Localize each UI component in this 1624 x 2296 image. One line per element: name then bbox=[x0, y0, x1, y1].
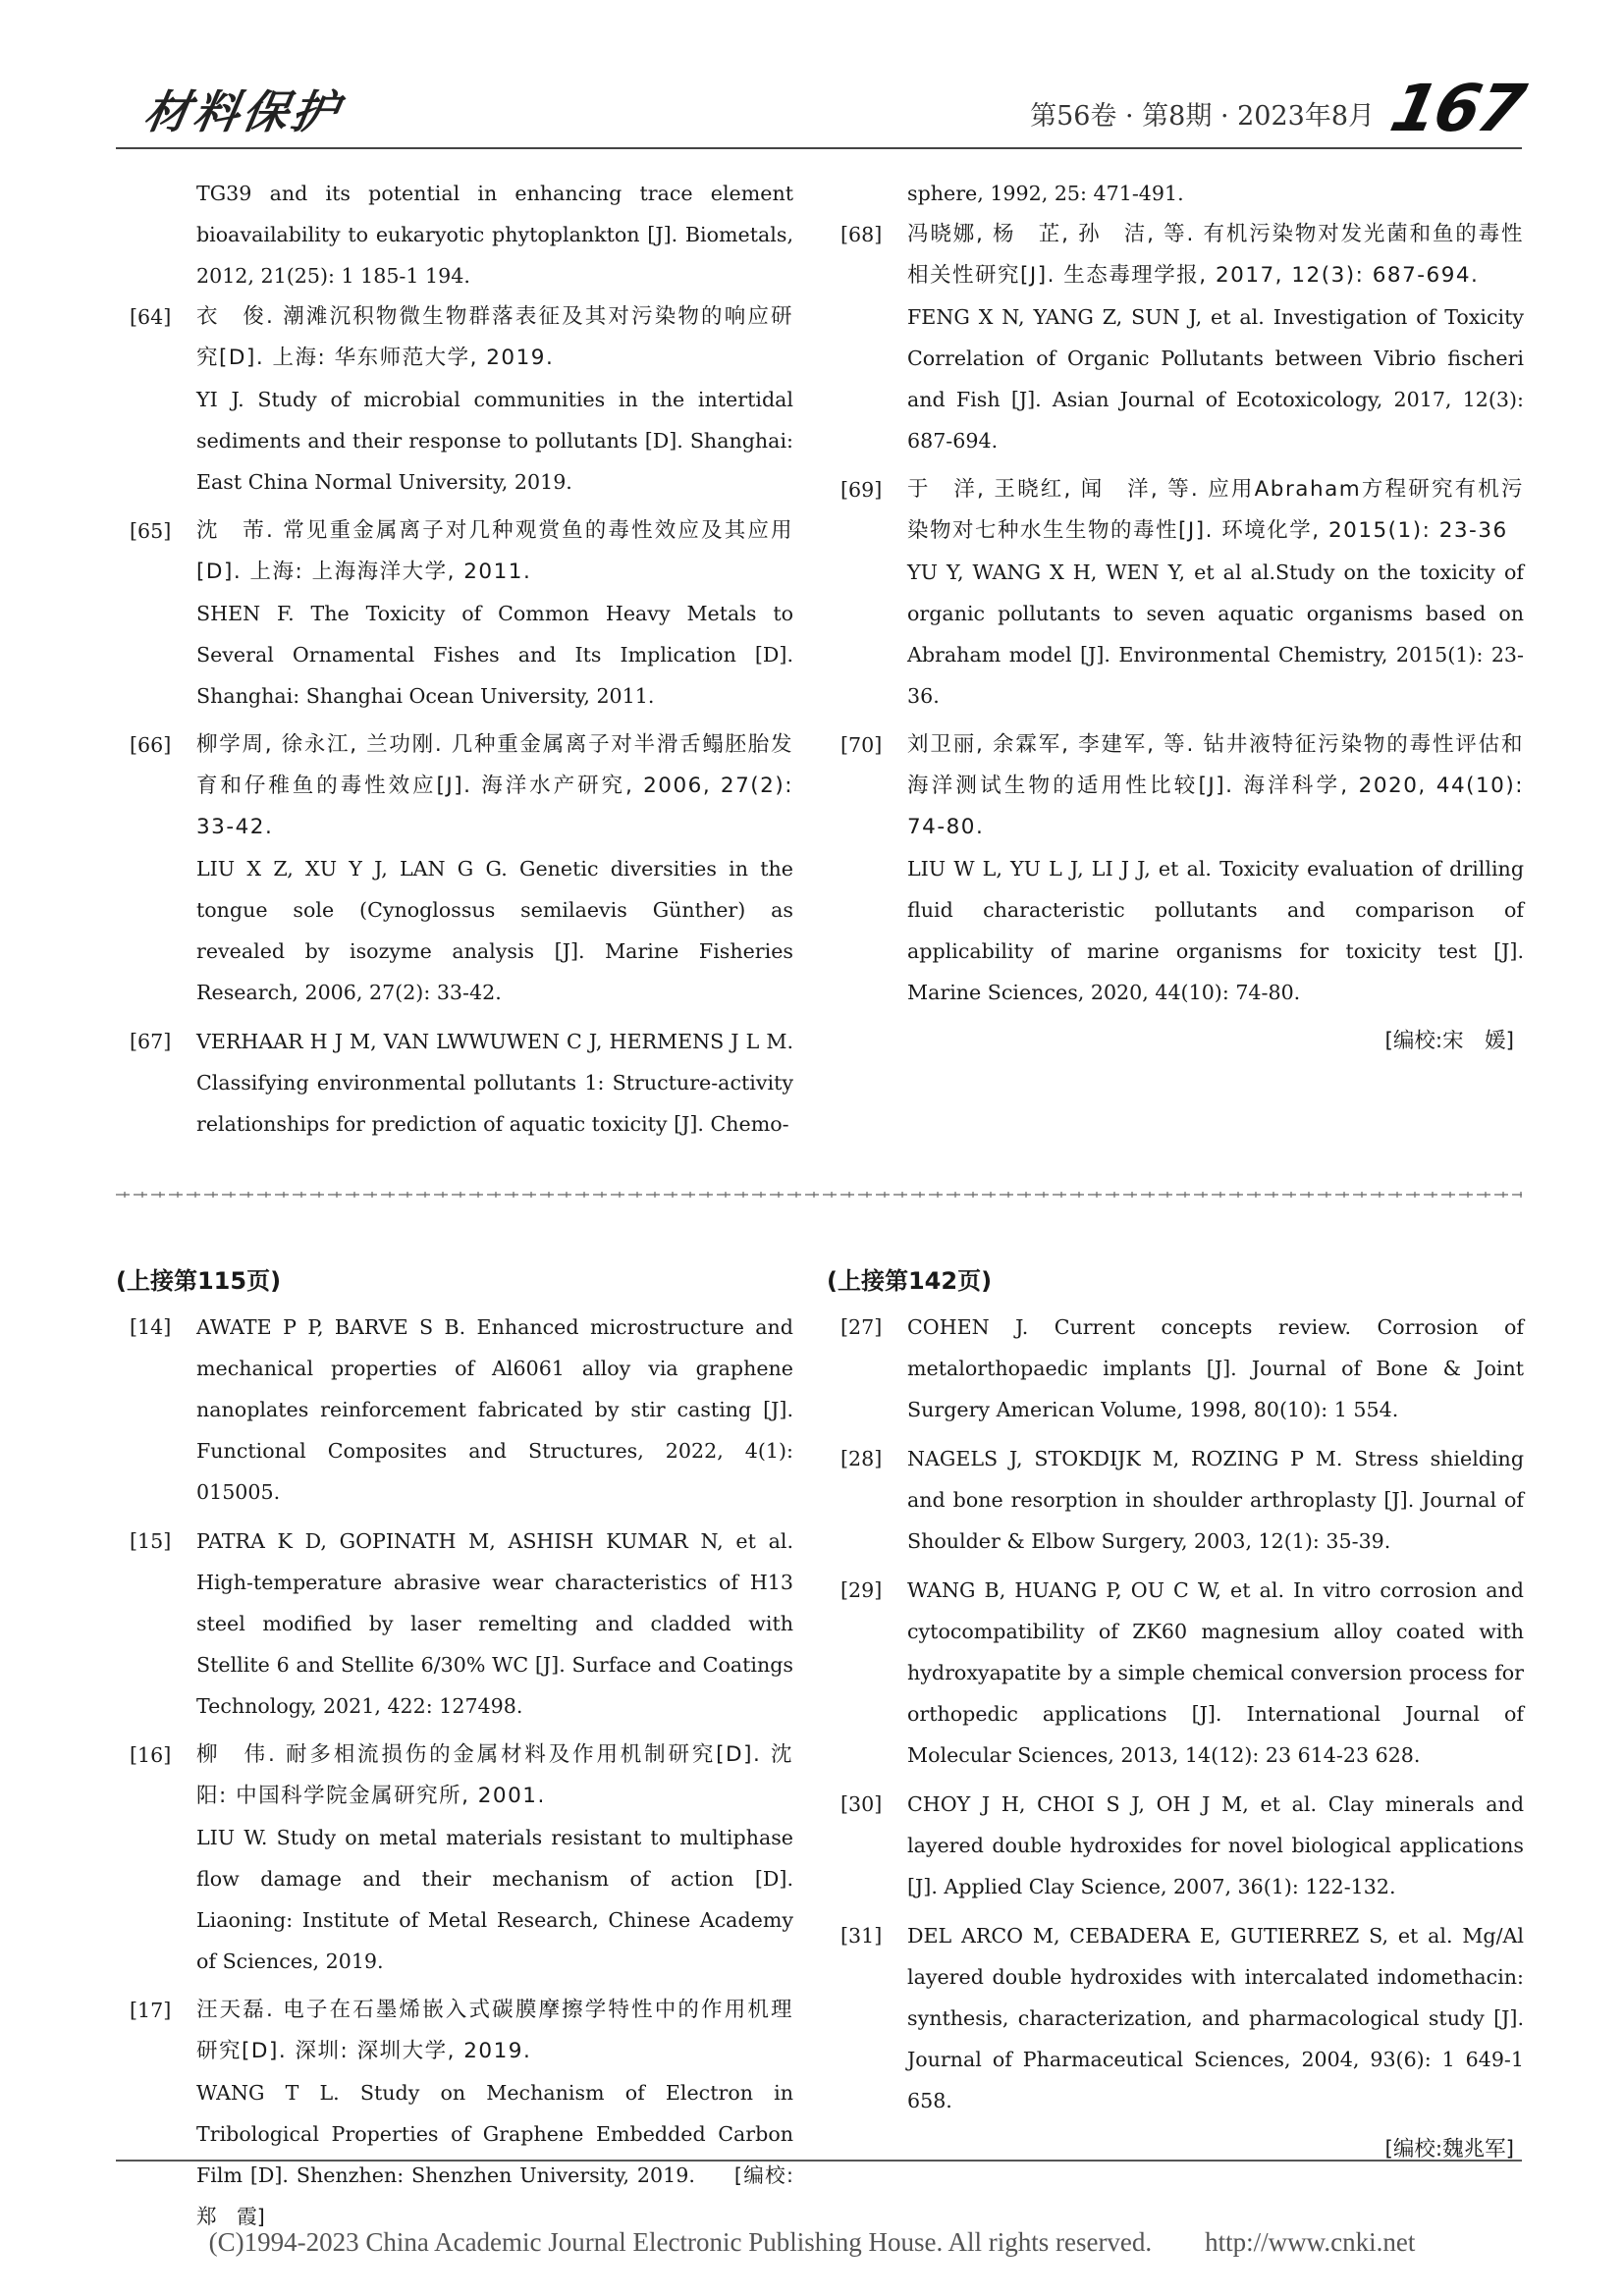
reference-en: LIU W. Study on metal materials resistant to multiphase flow damage and their mechanism of action [D]. Liaoning: Institute of Metal Research, Chinese Academy of Sciences, 2019. bbox=[196, 1826, 793, 1973]
reference-en: YU Y, WANG X H, WEN Y, et al al.Study on the toxicity of organic pollutants to seven aquatic organisms based on Abraham model [J]. Environmental Chemistry, 2015(1): 23-36. bbox=[907, 561, 1524, 708]
reference-cn: 柳学周, 徐永江, 兰功刚. 几种重金属离子对半滑舌鳎胚胎发育和仔稚鱼的毒性效应[J]. 海洋水产研究, 2006, 27(2): 33-42. bbox=[196, 732, 793, 839]
reference-en: COHEN J. Current concepts review. Corrosion of metalorthopaedic implants [J]. Journal of Bone & Joint Surgery American Volume, 1998, 80(10): 1 554. bbox=[907, 1315, 1524, 1421]
reference-item bbox=[116, 1021, 793, 1145]
reference-en: CHOY J H, CHOI S J, OH J M, et al. Clay minerals and layered double hydroxides for novel biological applications [J]. Applied Clay Science, 2007, 36(1): 122-132. bbox=[907, 1792, 1524, 1898]
reference-number: [17] bbox=[130, 1999, 172, 2022]
reference-item bbox=[116, 1307, 793, 1513]
reference-cn: 衣 俊. 潮滩沉积物微生物群落表征及其对污染物的响应研究[D]. 上海: 华东师范大学, 2019. bbox=[196, 304, 793, 370]
reference-en: DEL ARCO M, CEBADERA E, GUTIERREZ S, et al. Mg/Al layered double hydroxides with intercalated indomethacin: synthesis, characterization, and pharmacological study [J]. Journal of Pharmaceutical Sciences, 2004, 93(6): 1 649-1 658. bbox=[907, 1924, 1524, 2112]
reference-number: [15] bbox=[130, 1529, 172, 1553]
section-divider bbox=[116, 1191, 1522, 1199]
issue-info: 第56卷 · 第8期 · 2023年8月 bbox=[1030, 101, 1375, 132]
reference-en: NAGELS J, STOKDIJK M, ROZING P M. Stress shielding and bone resorption in shoulder arthroplasty [J]. Journal of Shoulder & Elbow Surgery, 2003, 12(1): 35-39. bbox=[907, 1447, 1524, 1553]
reference-item bbox=[116, 510, 793, 717]
reference-number: [30] bbox=[840, 1792, 883, 1816]
reference-item bbox=[827, 1438, 1524, 1562]
reference-item bbox=[827, 469, 1524, 717]
top-right-column bbox=[827, 173, 1524, 1062]
footer-rule bbox=[116, 2160, 1522, 2162]
reference-en: LIU W L, YU L J, LI J J, et al. Toxicity evaluation of drilling fluid characteristic pollutants and comparison of applicability of marine organisms for toxicity test [J]. Marine Sciences, 2020, 44(10): 74-80. bbox=[907, 857, 1524, 1004]
journal-logo: 材料保护 bbox=[139, 85, 347, 138]
continued-from-header: (上接第142页) bbox=[827, 1267, 993, 1295]
reference-number: [28] bbox=[840, 1447, 883, 1470]
reference-number: [14] bbox=[130, 1315, 172, 1339]
reference-number: [69] bbox=[840, 478, 883, 502]
reference-number: [67] bbox=[130, 1030, 172, 1053]
reference-en: YI J. Study of microbial communities in the intertidal sediments and their response to pollutants [D]. Shanghai: East China Normal University, 2019. bbox=[196, 388, 793, 494]
reference-en: AWATE P P, BARVE S B. Enhanced microstructure and mechanical properties of Al6061 alloy via graphene nanoplates reinforcement fabricated by stir casting [J]. Functional Composites and Structures, 2022, 4(1): 015005. bbox=[196, 1315, 793, 1504]
reference-number: [70] bbox=[840, 733, 883, 757]
bottom-right-column bbox=[827, 1259, 1524, 2170]
editor-credit: [编校:宋 媛] bbox=[1384, 1029, 1514, 1053]
reference-cn: 沈 芾. 常见重金属离子对几种观赏鱼的毒性效应及其应用[D]. 上海: 上海海洋大学, 2011. bbox=[196, 518, 793, 584]
page-number: 167 bbox=[1384, 71, 1531, 146]
reference-number: [29] bbox=[840, 1578, 883, 1602]
reference-item bbox=[116, 724, 793, 1013]
reference-number: [68] bbox=[840, 223, 883, 246]
reference-item bbox=[827, 214, 1524, 461]
reference-en: PATRA K D, GOPINATH M, ASHISH KUMAR N, et al. High-temperature abrasive wear characteristics of H13 steel modified by laser remelting and cladded with Stellite 6 and Stellite 6/30% WC [J]. Surface and Coatings Technology, 2021, 422: 127498. bbox=[196, 1529, 793, 1718]
reference-en: FENG X N, YANG Z, SUN J, et al. Investigation of Toxicity Correlation of Organic Pollutants between Vibrio fischeri and Fish [J]. Asian Journal of Ecotoxicology, 2017, 12(3): 687-694. bbox=[907, 305, 1524, 453]
reference-cn: 柳 伟. 耐多相流损伤的金属材料及作用机制研究[D]. 沈阳: 中国科学院金属研究所, 2001. bbox=[196, 1742, 793, 1808]
reference-cn: 于 洋, 王晓红, 闻 洋, 等. 应用Abraham方程研究有机污染物对七种水生生物的毒性[J]. 环境化学, 2015(1): 23-36 bbox=[907, 477, 1524, 543]
reference-item bbox=[116, 296, 793, 503]
reference-cn: 刘卫丽, 余霖军, 李建军, 等. 钻井液特征污染物的毒性评估和海洋测试生物的适用性比较[J]. 海洋科学, 2020, 44(10): 74-80. bbox=[907, 732, 1524, 839]
reference-en: SHEN F. The Toxicity of Common Heavy Metals to Several Ornamental Fishes and Its Implication [D]. Shanghai: Shanghai Ocean University, 2011. bbox=[196, 602, 793, 708]
bottom-left-column bbox=[116, 1259, 793, 2245]
reference-item bbox=[827, 1307, 1524, 1430]
reference-item bbox=[116, 1521, 793, 1727]
top-left-column bbox=[116, 173, 793, 1152]
reference-number: [65] bbox=[130, 519, 172, 543]
reference-en: WANG B, HUANG P, OU C W, et al. In vitro corrosion and cytocompatibility of ZK60 magnesium alloy coated with hydroxyapatite by a simple chemical conversion process for orthopedic applications [J]. International Journal of Molecular Sciences, 2013, 14(12): 23 614-23 628. bbox=[907, 1578, 1524, 1767]
reference-en-text: WANG T L. Study on Mechanism of Electron in Tribological Properties of Graphene Embedded Carbon Film [D]. Shenzhen: Shenzhen University, 2019. bbox=[196, 2081, 793, 2187]
continued-from-header: (上接第115页) bbox=[116, 1267, 282, 1295]
editor-credit: [编校:魏兆军] bbox=[1384, 2137, 1514, 2162]
reference-number: [66] bbox=[130, 733, 172, 757]
continued-reference: TG39 and its potential in enhancing trace element bioavailability to eukaryotic phytoplankton [J]. Biometals, 2012, 21(25): 1 185-1 194. bbox=[196, 182, 793, 288]
reference-number: [64] bbox=[130, 305, 172, 329]
page-header bbox=[116, 71, 1531, 149]
reference-item bbox=[827, 1784, 1524, 1907]
continued-reference: sphere, 1992, 25: 471-491. bbox=[907, 182, 1184, 205]
reference-item bbox=[827, 724, 1524, 1013]
reference-en: LIU X Z, XU Y J, LAN G G. Genetic diversities in the tongue sole (Cynoglossus semilaevis Günther) as revealed by isozyme analysis [J]. Marine Fisheries Research, 2006, 27(2): 33-42. bbox=[196, 857, 793, 1004]
reference-item bbox=[827, 1915, 1524, 2121]
divider-line bbox=[116, 1191, 1522, 1199]
header-rule bbox=[116, 147, 1522, 149]
copyright-notice: (C)1994-2023 China Academic Journal Electronic Publishing House. All rights reserved. http://www.cnki.net bbox=[208, 2227, 1416, 2257]
reference-number: [27] bbox=[840, 1315, 883, 1339]
reference-item bbox=[827, 1570, 1524, 1776]
reference-cn: 冯晓娜, 杨 芷, 孙 洁, 等. 有机污染物对发光菌和鱼的毒性相关性研究[J]. 生态毒理学报, 2017, 12(3): 687-694. bbox=[907, 222, 1524, 288]
editor-credit: [编校:郑 霞] bbox=[196, 2163, 793, 2228]
reference-item bbox=[116, 1990, 793, 2237]
reference-item bbox=[116, 1735, 793, 1982]
reference-en: VERHAAR H J M, VAN LWWUWEN C J, HERMENS J L M. Classifying environmental pollutants 1: Structure-activity relationships for prediction of aquatic toxicity [J]. Chemo- bbox=[196, 1030, 793, 1136]
reference-en bbox=[196, 2072, 793, 2237]
reference-number: [16] bbox=[130, 1743, 172, 1767]
reference-number: [31] bbox=[840, 1924, 883, 1948]
reference-cn: 汪天磊. 电子在石墨烯嵌入式碳膜摩擦学特性中的作用机理研究[D]. 深圳: 深圳大学, 2019. bbox=[196, 1998, 793, 2063]
